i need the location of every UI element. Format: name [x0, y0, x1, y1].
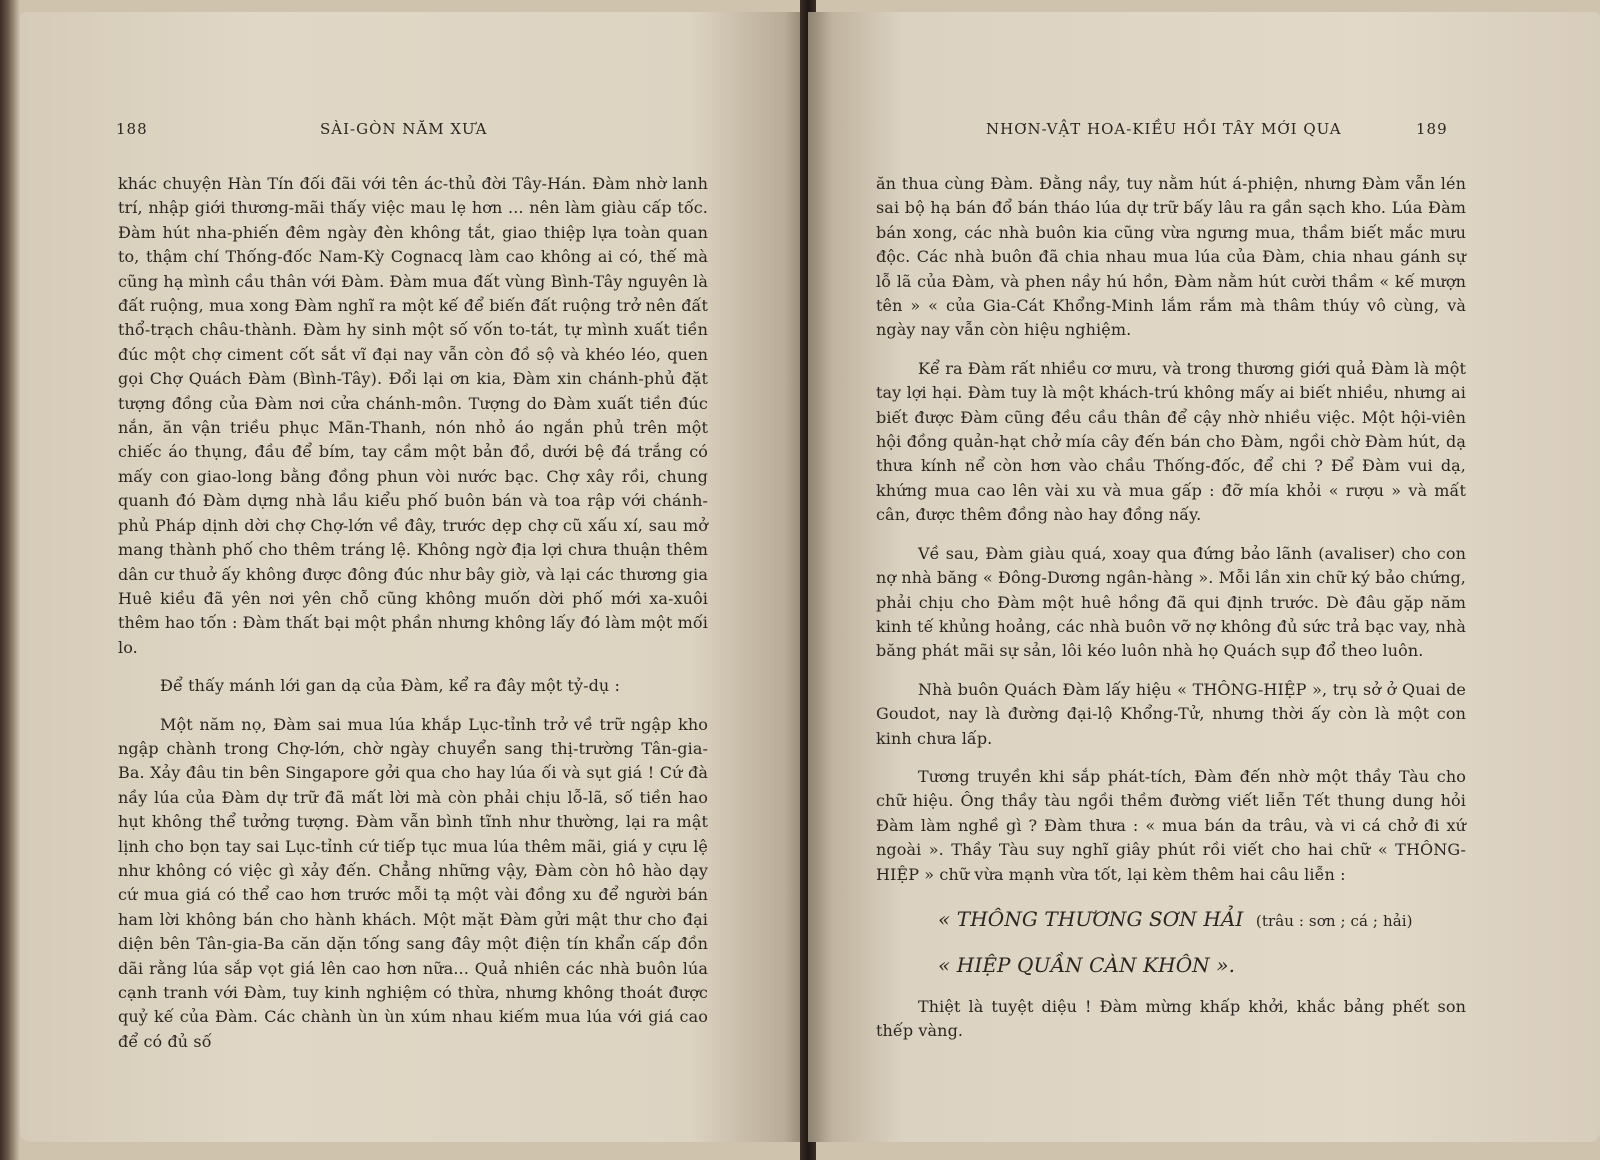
closing-paragraph: Thiệt là tuyệt diệu ! Đàm mừng khấp khởi, khắc bảng phết son thếp vàng.: [876, 996, 1466, 1041]
left-page-text: [118, 172, 708, 1054]
couplet-text: « HIỆP QUẦN CÀN KHÔN ».: [938, 952, 1236, 977]
paragraph: khác chuyện Hàn Tín đối đãi với tên ác-thủ đời Tây-Hán. Đàm nhờ lanh trí, nhập giới thương-mãi thấy việc mau lẹ hơn ... nên làm giàu cấp tốc. Đàm hút nha-phiến đêm ngày đèn không tắt, giao thiệp lựa toàn quan to, thậm chí Thống-đốc Nam-Kỳ Cognacq làm cao không ai có, thế mà cũng hạ mình cầu thân với Đàm. Đàm mua đất vùng Bình-Tây nguyên là đất ruộng, mua xong Đàm nghĩ ra một kế để biến đất ruộng trở nên đất thổ-trạch châu-thành. Đàm hy sinh một số vốn to-tát, tự mình xuất tiền đúc một chợ ciment cốt sắt vĩ đại nay vẫn còn đồ sộ và khéo léo, quen gọi Chợ Quách Đàm (Bình-Tây). Đổi lại ơn kia, Đàm xin chánh-phủ đặt tượng đồng của Đàm nơi cửa chánh-môn. Tượng do Đàm xuất tiền đúc nắn, ăn vận triều phục Mãn-Thanh, nón nhỏ áo ngắn phủ trên một chiếc áo thụng, đầu để bím, tay cầm một bản đồ, dưới bệ đá trắng có mấy con giao-long bằng đồng phun vòi nước bạc. Chợ xây rồi, chung quanh đó Đàm dựng nhà lầu kiểu phố buôn bán và toa rập với chánh-phủ Pháp dịnh dời chợ Chợ-lớn về đây, trước dẹp chợ cũ xấu xí, sau mở mang thành phố cho thêm tráng lệ. Không ngờ địa lợi chưa thuận thêm dân cư thuở ấy không được đông đúc như bây giờ, và lại các thương gia Huê kiều đã yên nơi yên chỗ cũng không muốn dời phố mới xa-xuôi thêm hao tốn : Đàm thất bại một phần nhưng không lấy đó làm một mối lo.: [118, 174, 708, 657]
left-running-head: SÀI-GÒN NĂM XƯA: [320, 120, 488, 138]
couplet-note: (trâu : sơn ; cá ; hải): [1255, 911, 1413, 930]
paragraph: Kể ra Đàm rất nhiều cơ mưu, và trong thương giới quả Đàm là một tay lợi hại. Đàm tuy là một khách-trú không mấy ai biết nhiều, nhưng ai biết được Đàm cũng đều cầu thân để cậy nhờ nhiều việc. Một hội-viên hội đồng quản-hạt chở mía cây đến bán cho Đàm, ngồi chờ Đàm hút, dạ thưa kính nể còn hơn vào chầu Thống-đốc, để chi ? Để Đàm vui dạ, khứng mua cao lên vài xu và mua gấp : đỡ mía khỏi « rượu » và mất cân, được thêm đồng nào hay đồng nấy.: [876, 358, 1466, 525]
paragraph: ăn thua cùng Đàm. Đằng nầy, tuy nằm hút á-phiện, nhưng Đàm vẫn lén sai bộ hạ bán đổ bán tháo lúa dự trữ bấy lâu ra gần sạch kho. Lúa Đàm bán xong, các nhà buôn kia cũng vừa ngưng mua, thầm biết mắc mưu độc. Các nhà buôn đã chia nhau mua lúa của Đàm, chia nhau gánh sự lỗ lã của Đàm, và phen nầy hú hồn, Đàm nằm hút cười thầm « kế mượn tên » « của Gia-Cát Khổng-Minh lắm rắm mà thâm thúy vô cùng, và ngày nay vẫn còn hiệu nghiệm.: [876, 174, 1466, 340]
paragraph: Tương truyền khi sắp phát-tích, Đàm đến nhờ một thầy Tàu cho chữ hiệu. Ông thầy tàu ngồi thềm đường viết liễn Tết thung dung hỏi Đàm làm nghề gì ? Đàm thưa : « mua bán da trâu, và vi cá chở đi xứ ngoài ». Thầy Tàu suy nghĩ giây phút rồi viết cho hai chữ « THÔNG-HIỆP » chữ vừa mạnh vừa tốt, lại kèm thêm hai câu liễn :: [876, 766, 1466, 884]
right-page: [808, 12, 1600, 1142]
paragraph: Về sau, Đàm giàu quá, xoay qua đứng bảo lãnh (avaliser) cho con nợ nhà băng « Đông-Dương ngân-hàng ». Mỗi lần xin chữ ký bảo chứng, phải chịu cho Đàm một huê hồng đã qui định trước. Dè đâu gặp năm kinh tế khủng hoảng, các nhà buôn vỡ nợ không đủ sức trả bạc vay, nhà băng phát mãi sự sản, lôi kéo luôn nhà họ Quách sụp đổ theo luôn.: [876, 543, 1466, 661]
right-page-text: [876, 172, 1466, 1044]
right-running-head: NHƠN-VẬT HOA-KIỀU HỒI TÂY MỚI QUA: [986, 120, 1342, 138]
paragraph: Nhà buôn Quách Đàm lấy hiệu « THÔNG-HIỆP », trụ sở ở Quai de Goudot, nay là đường đại-lộ Khổng-Tử, nhưng thời ấy còn là một con kinh chưa lấp.: [876, 679, 1466, 748]
left-page-number: 188: [116, 120, 148, 138]
paragraph: Để thấy mánh lới gan dạ của Đàm, kể ra đây một tỷ-dụ :: [160, 676, 621, 696]
couplet-line-1: [938, 897, 1466, 943]
paragraph: Một năm nọ, Đàm sai mua lúa khắp Lục-tỉnh trở về trữ ngập kho ngập chành trong Chợ-lớn, chờ ngày chuyển sang thị-trường Tân-gia-Ba. Xảy đâu tin bên Singapore gởi qua cho hay lúa ối và sụt giá ! Cứ đà nầy lúa của Đàm dự trữ đã mất lời mà còn phải chịu lỗ-lã, số tiền hao hụt không thể tưởng tượng. Đàm vẫn bình tĩnh như thường, lại ra mật lịnh cho bọn tay sai Lục-tỉnh cứ tiếp tục mua lúa thêm mãi, giá y cựu lệ như không có việc gì xảy đến. Chẳng những vậy, Đàm còn hô hào dạy cứ mua giá có thể cao hơn trước mỗi tạ một vài đồng xu để người bán ham lời không bán cho hành khách. Một mặt Đàm gửi mật thư cho đại diện bên Tân-gia-Ba căn dặn tống sang đây một điện tín khẩn cấp đồn dãi rằng lúa sắp vọt giá lên cao hơn nữa... Quả nhiên các nhà buôn lúa cạnh tranh với Đàm, tuy kinh nghiệm có thừa, nhưng không thoát được quỷ kế của Đàm. Các chành ùn ùn xúm nhau kiếm mua lúa với giá cao để có đủ số: [118, 714, 708, 1051]
couplet-text: « THÔNG THƯƠNG SƠN HẢI: [938, 906, 1244, 931]
left-page: [20, 12, 808, 1142]
right-page-number: 189: [1416, 120, 1448, 138]
couplet: [938, 897, 1466, 987]
couplet-line-2: [938, 943, 1466, 987]
